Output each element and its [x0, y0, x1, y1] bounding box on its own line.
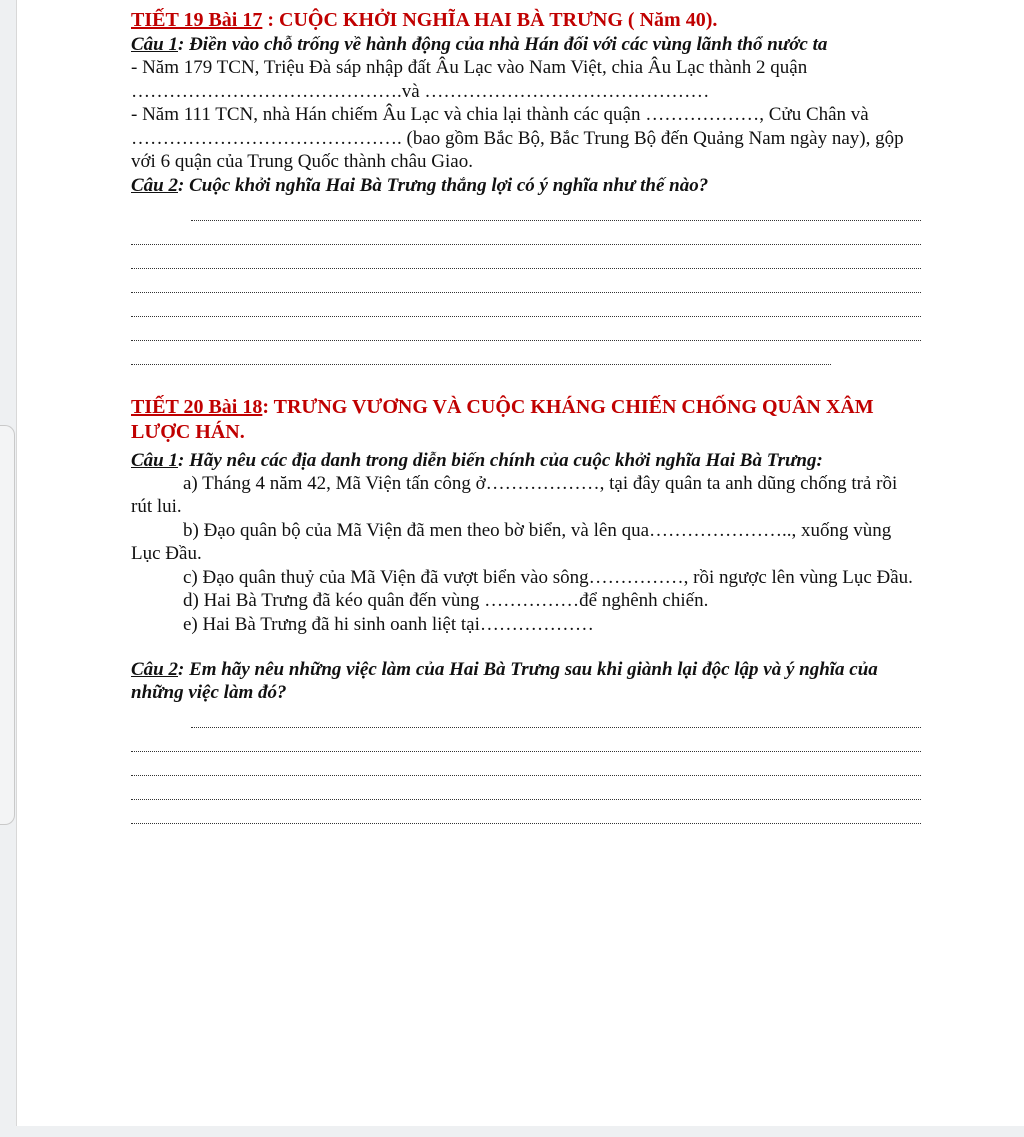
- answer-line[interactable]: [191, 197, 921, 221]
- item-d: d) Hai Bà Trưng đã kéo quân đến vùng ……………để nghênh chiến.: [183, 590, 709, 611]
- lesson-20-title: : TRƯNG VƯƠNG VÀ CUỘC KHÁNG CHIẾN CHỐNG QUÂN XÂM LƯỢC HÁN.: [131, 395, 874, 443]
- item-c: c) Đạo quân thuỷ của Mã Viện đã vượt biển vào sông……………, rồi ngược lên vùng Lục Đầu.: [183, 566, 913, 588]
- answer-line[interactable]: [131, 341, 831, 365]
- lesson-20-heading: [131, 395, 921, 445]
- question-label: Câu 1: [131, 34, 178, 55]
- question-label: Câu 2: [131, 174, 178, 196]
- lesson-20-label: TIẾT 20 Bài 18: [131, 395, 263, 418]
- answer-lines: [131, 197, 921, 365]
- answer-line[interactable]: [191, 704, 921, 728]
- lesson-19-line-2: - Năm 111 TCN, nhà Hán chiếm Âu Lạc và chia lại thành các quận ………………, Cửu Chân và ……………………………………. (bao gồm Bắc Bộ, Bắc Trung Bộ đến Quảng Nam ngày nay), gộp với 6 quận của Trung Quốc thành châu Giao.: [131, 104, 904, 172]
- item-b: b) Đạo quân bộ của Mã Viện đã men theo bờ biển, và lên qua………………….., xuống vùng Lục Đầu.: [131, 519, 892, 564]
- lesson-19-question-2: [131, 174, 921, 197]
- lesson-19-question-1: [131, 33, 921, 56]
- answer-line[interactable]: [131, 800, 921, 824]
- answer-lines: [131, 704, 921, 824]
- answer-line[interactable]: [131, 293, 921, 317]
- question-label: Câu 1: [131, 449, 178, 471]
- item-a: a) Tháng 4 năm 42, Mã Viện tấn công ở………………, tại đây quân ta anh dũng chống trả rồi rút lui.: [131, 472, 898, 517]
- lesson-19-heading: [131, 8, 921, 33]
- lesson-19-line-1: - Năm 179 TCN, Triệu Đà sáp nhập đất Âu Lạc vào Nam Việt, chia Âu Lạc thành 2 quận …………………………………….và ………………………………………: [131, 57, 808, 102]
- answer-line[interactable]: [131, 317, 921, 341]
- answer-line[interactable]: [131, 728, 921, 752]
- lesson-19-title: : CUỘC KHỞI NGHĨA HAI BÀ TRƯNG ( Năm 40).: [262, 9, 718, 31]
- answer-line[interactable]: [131, 752, 921, 776]
- question-text: : Hãy nêu các địa danh trong diễn biến chính của cuộc khởi nghĩa Hai Bà Trưng:: [178, 449, 823, 471]
- item-e: e) Hai Bà Trưng đã hi sinh oanh liệt tại………………: [183, 613, 594, 635]
- lesson-19-label: TIẾT 19 Bài 17: [131, 9, 263, 31]
- worksheet-page: [16, 0, 1024, 1126]
- answer-line[interactable]: [131, 245, 921, 269]
- lesson-20-question-2: [131, 658, 921, 704]
- answer-line[interactable]: [131, 269, 921, 293]
- question-text: : Điền vào chỗ trống về hành động của nhà Hán đối với các vùng lãnh thổ nước ta: [178, 34, 828, 55]
- question-text: : Cuộc khởi nghĩa Hai Bà Trưng thắng lợi có ý nghĩa như thế nào?: [178, 174, 709, 196]
- question-text: : Em hãy nêu những việc làm của Hai Bà Trưng sau khi giành lại độc lập và ý nghĩa của những việc làm đó?: [131, 659, 878, 703]
- answer-line[interactable]: [131, 776, 921, 800]
- question-label: Câu 2: [131, 659, 178, 680]
- answer-line[interactable]: [131, 221, 921, 245]
- lesson-20-question-1: [131, 449, 921, 472]
- worksheet-content: [131, 8, 921, 824]
- page-edge-tab: [0, 425, 15, 825]
